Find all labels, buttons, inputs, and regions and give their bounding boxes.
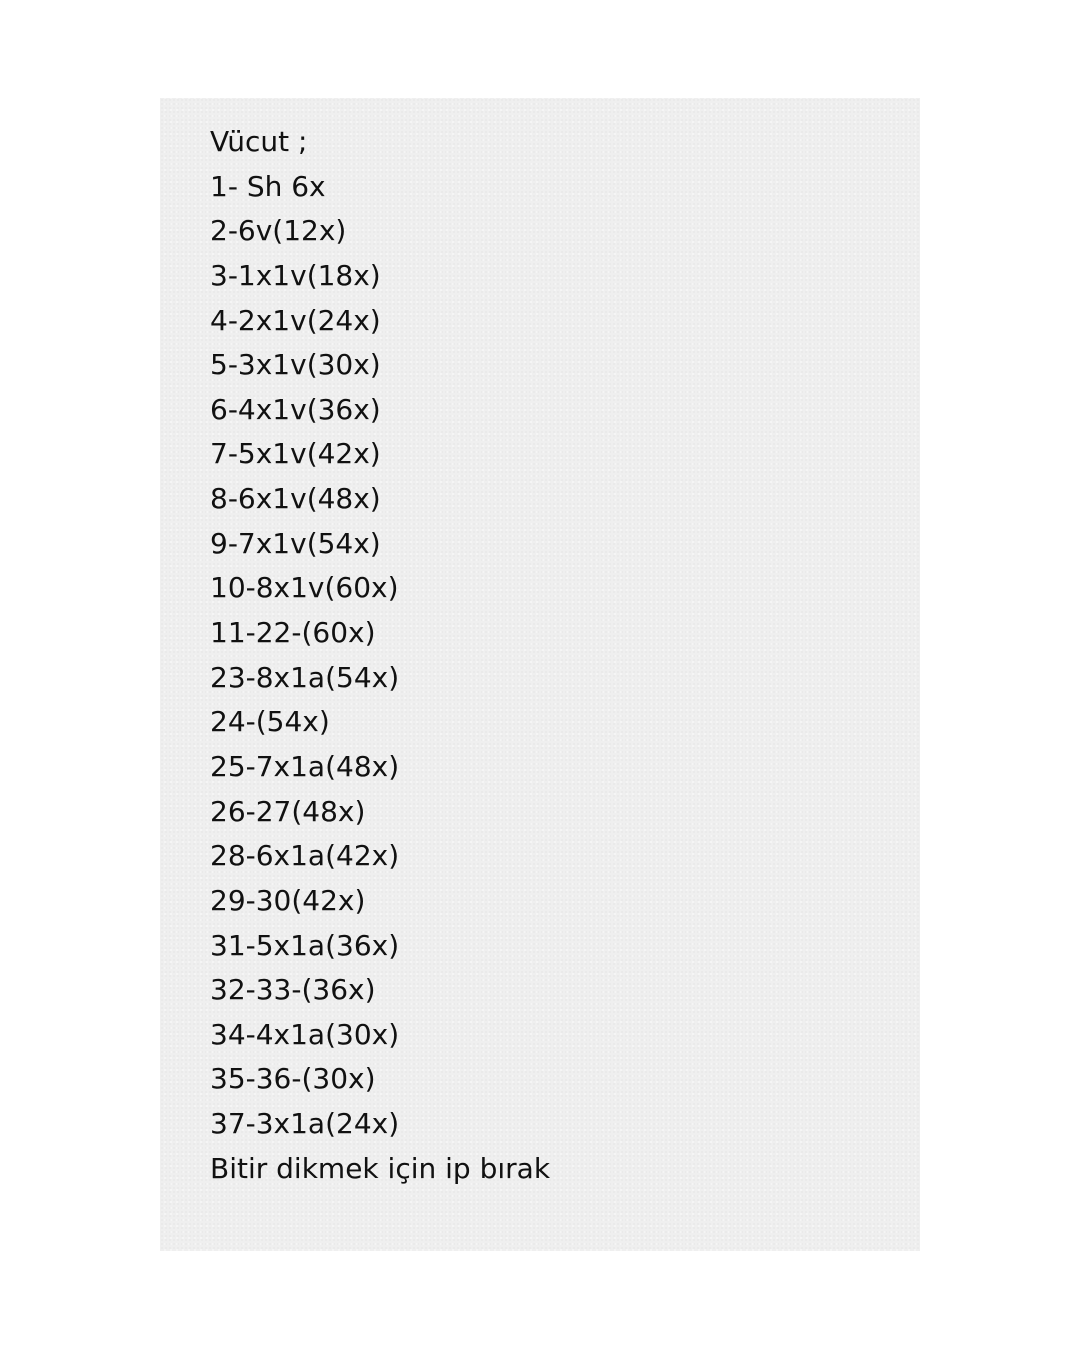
note-title: Vücut ; [210, 125, 308, 158]
pattern-row-20: 34-4x1a(30x) [210, 1017, 400, 1051]
pattern-row-5: 5-3x1v(30x) [210, 348, 381, 382]
pattern-row-16: 28-6x1a(42x) [210, 839, 400, 873]
pattern-row-11: 11-22-(60x) [210, 616, 376, 650]
pattern-row-1: 1- Sh 6x [210, 169, 326, 203]
pattern-row-22: 37-3x1a(24x) [210, 1107, 400, 1141]
pattern-row-18: 31-5x1a(36x) [210, 928, 400, 962]
note-footer: Bitir dikmek için ip bırak [210, 1151, 551, 1185]
pattern-row-8: 8-6x1v(48x) [210, 482, 381, 516]
pattern-row-7: 7-5x1v(42x) [210, 437, 381, 471]
pattern-row-6: 6-4x1v(36x) [210, 392, 381, 426]
note-paper [160, 98, 920, 1251]
pattern-row-13: 24-(54x) [210, 705, 330, 739]
pattern-row-9: 9-7x1v(54x) [210, 526, 381, 560]
pattern-row-17: 29-30(42x) [210, 883, 366, 917]
pattern-row-3: 3-1x1v(18x) [210, 258, 381, 292]
pattern-row-4: 4-2x1v(24x) [210, 303, 381, 337]
pattern-text [210, 120, 550, 1191]
pattern-row-21: 35-36-(30x) [210, 1062, 376, 1096]
pattern-row-2: 2-6v(12x) [210, 214, 347, 248]
pattern-row-10: 10-8x1v(60x) [210, 571, 399, 605]
pattern-row-19: 32-33-(36x) [210, 973, 376, 1007]
pattern-row-14: 25-7x1a(48x) [210, 749, 400, 783]
pattern-row-12: 23-8x1a(54x) [210, 660, 400, 694]
pattern-row-15: 26-27(48x) [210, 794, 366, 828]
